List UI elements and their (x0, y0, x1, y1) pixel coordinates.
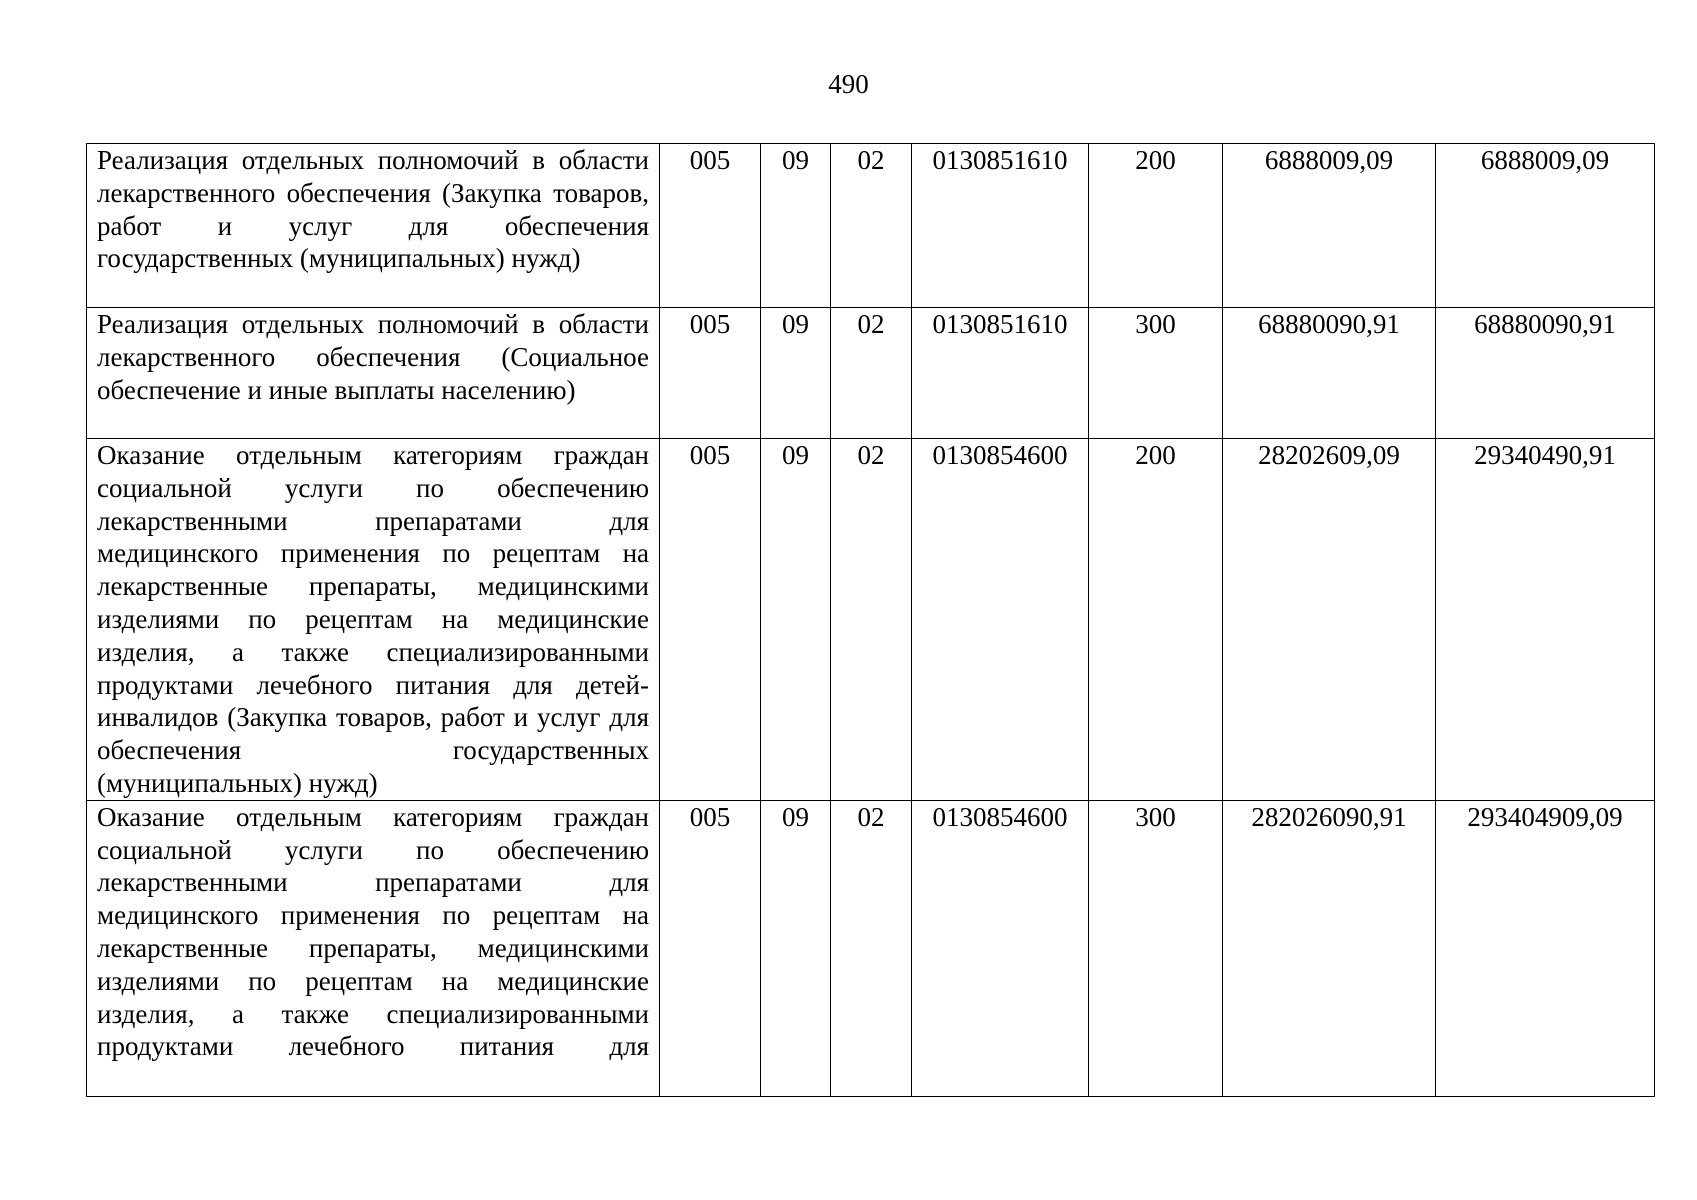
expense-type-code: 200 (1089, 144, 1223, 308)
subsection-code: 02 (831, 308, 912, 439)
row-description: Оказание отдельным категориям граждан социальной услуги по обеспечению лекарственными препаратами для медицинского применения по рецептам на лекарственные препараты, медицинскими изделиями по рецептам на медицинские изделия, а также специализированными продуктами лечебного питания для детей-инвалидов (Закупка товаров, работ и услуг для обеспечения государственных (муниципальных) нужд) (87, 439, 660, 801)
table-row (87, 800, 1655, 1096)
row-description: Реализация отдельных полномочий в области лекарственного обеспечения (Закупка товаров, работ и услуг для обеспечения государственных (муниципальных) нужд) (87, 144, 660, 308)
ministry-code: 005 (660, 144, 761, 308)
target-article-code: 0130851610 (912, 144, 1089, 308)
expense-type-code: 200 (1089, 439, 1223, 801)
table-row (87, 144, 1655, 308)
target-article-code: 0130854600 (912, 800, 1089, 1096)
section-code: 09 (761, 439, 831, 801)
row-description: Оказание отдельным категориям граждан социальной услуги по обеспечению лекарственными препаратами для медицинского применения по рецептам на лекарственные препараты, медицинскими изделиями по рецептам на медицинские изделия, а также специализированными продуктами лечебного питания для (87, 800, 660, 1096)
ministry-code: 005 (660, 308, 761, 439)
budget-table (86, 143, 1655, 1097)
amount-second-year: 68880090,91 (1436, 308, 1655, 439)
amount-second-year: 6888009,09 (1436, 144, 1655, 308)
ministry-code: 005 (660, 439, 761, 801)
section-code: 09 (761, 144, 831, 308)
subsection-code: 02 (831, 800, 912, 1096)
expense-type-code: 300 (1089, 308, 1223, 439)
subsection-code: 02 (831, 439, 912, 801)
table-row (87, 439, 1655, 801)
amount-first-year: 68880090,91 (1223, 308, 1436, 439)
row-description: Реализация отдельных полномочий в области лекарственного обеспечения (Социальное обеспечение и иные выплаты населению) (87, 308, 660, 439)
section-code: 09 (761, 308, 831, 439)
subsection-code: 02 (831, 144, 912, 308)
page-number: 490 (828, 69, 869, 99)
amount-second-year: 29340490,91 (1436, 439, 1655, 801)
amount-second-year: 293404909,09 (1436, 800, 1655, 1096)
amount-first-year: 6888009,09 (1223, 144, 1436, 308)
ministry-code: 005 (660, 800, 761, 1096)
expense-type-code: 300 (1089, 800, 1223, 1096)
target-article-code: 0130854600 (912, 439, 1089, 801)
amount-first-year: 282026090,91 (1223, 800, 1436, 1096)
section-code: 09 (761, 800, 831, 1096)
amount-first-year: 28202609,09 (1223, 439, 1436, 801)
table-row (87, 308, 1655, 439)
target-article-code: 0130851610 (912, 308, 1089, 439)
